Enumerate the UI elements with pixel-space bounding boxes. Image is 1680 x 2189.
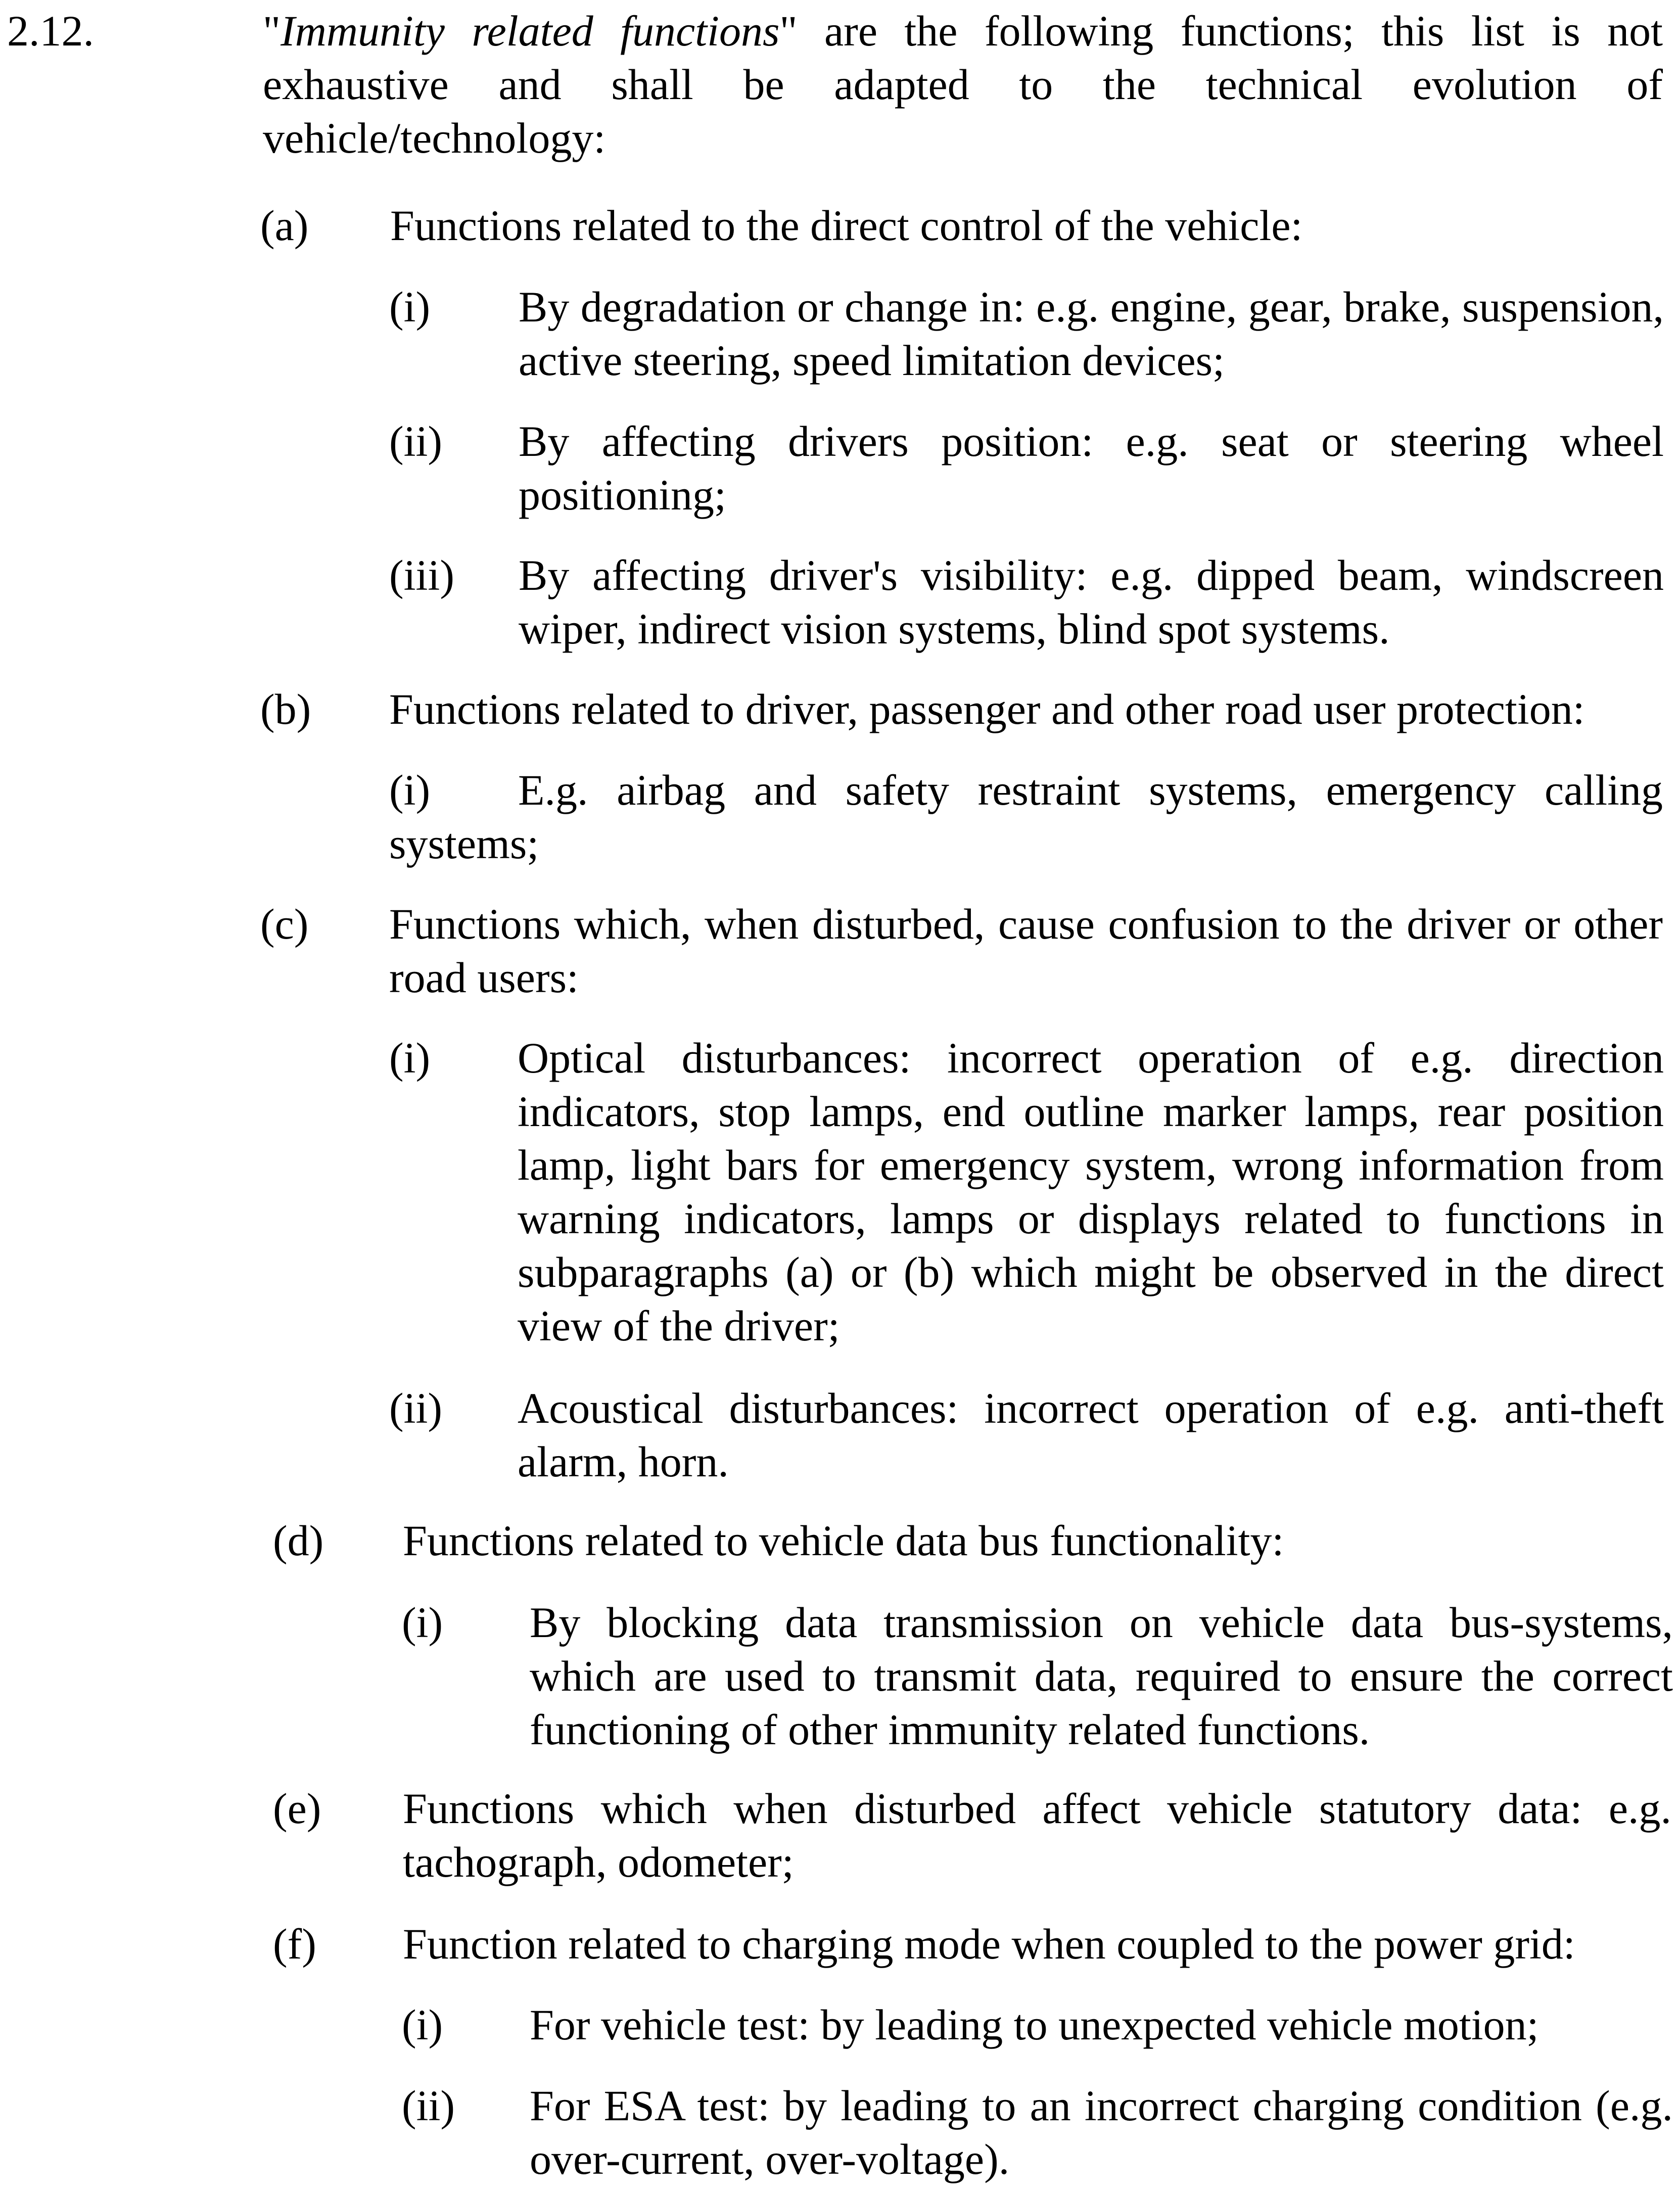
subitem-label-a-iii: (iii) — [389, 551, 454, 599]
subitem-b-i — [389, 763, 1663, 870]
item-text-b: Functions related to driver, passenger and other road user protection: — [389, 685, 1585, 733]
subitem-label-b-i: (i) — [389, 766, 431, 814]
subitem-text-b-i: E.g. airbag and safety restraint systems, emergency calling systems; — [389, 766, 1663, 868]
subitem-text-f-ii: For ESA test: by leading to an incorrect charging condition (e.g. over-current, over-voltage). — [530, 2081, 1673, 2183]
subitem-label-c-ii: (ii) — [389, 1384, 443, 1432]
item-label-e: (e) — [273, 1784, 321, 1833]
item-label-b: (b) — [260, 685, 311, 733]
subitem-label-c-i: (i) — [389, 1034, 431, 1082]
subitem-label-f-i: (i) — [402, 2000, 443, 2049]
subitem-text-d-i: By blocking data transmission on vehicle data bus-systems, which are used to transmit data, required to ensure the correct functioning of other immunity related functions. — [530, 1598, 1673, 1754]
item-text-c: Functions which, when disturbed, cause confusion to the driver or other road users: — [389, 900, 1663, 1002]
subitem-text-f-i: For vehicle test: by leading to unexpected vehicle motion; — [530, 2000, 1539, 2049]
subitem-text-a-ii: By affecting drivers position: e.g. seat or steering wheel positioning; — [519, 417, 1664, 519]
item-label-c: (c) — [260, 900, 309, 948]
subitem-text-a-i: By degradation or change in: e.g. engine, gear, brake, suspension, active steering, speed limitation devices; — [519, 283, 1664, 385]
item-text-d: Functions related to vehicle data bus functionality: — [403, 1516, 1284, 1565]
item-text-a: Functions related to the direct control of the vehicle: — [390, 201, 1303, 250]
subitem-text-c-i: Optical disturbances: incorrect operation of e.g. direction indicators, stop lamps, end outline marker lamps, rear position lamp, light bars for emergency system, wrong information from warning indicators, lamps or displays related to functions in subparagraphs (a) or (b) which might be observed in the direct view of the driver; — [518, 1034, 1664, 1350]
subitem-label-a-ii: (ii) — [389, 417, 443, 465]
item-label-f: (f) — [273, 1920, 316, 1968]
intro-rest: " are the following functions; this list is not exhaustive and shall be adapted to the technical evolution of vehicle/technology: — [263, 7, 1663, 162]
item-label-a: (a) — [260, 201, 309, 250]
subitem-text-c-ii: Acoustical disturbances: incorrect operation of e.g. anti-theft alarm, horn. — [518, 1384, 1664, 1486]
item-label-d: (d) — [273, 1516, 324, 1565]
subitem-label-f-ii: (ii) — [402, 2081, 455, 2130]
item-text-f: Function related to charging mode when coupled to the power grid: — [403, 1920, 1575, 1968]
paragraph-intro — [263, 4, 1663, 165]
defined-term: Immunity related functions — [281, 7, 780, 55]
intro-quote-open: " — [263, 7, 281, 55]
subitem-label-d-i: (i) — [402, 1598, 443, 1647]
item-text-e: Functions which when disturbed affect vehicle statutory data: e.g. tachograph, odometer; — [403, 1784, 1671, 1886]
paragraph-number: 2.12. — [7, 7, 94, 55]
subitem-text-a-iii: By affecting driver's visibility: e.g. dipped beam, windscreen wiper, indirect vision systems, blind spot systems. — [519, 551, 1664, 653]
subitem-label-a-i: (i) — [389, 283, 431, 331]
